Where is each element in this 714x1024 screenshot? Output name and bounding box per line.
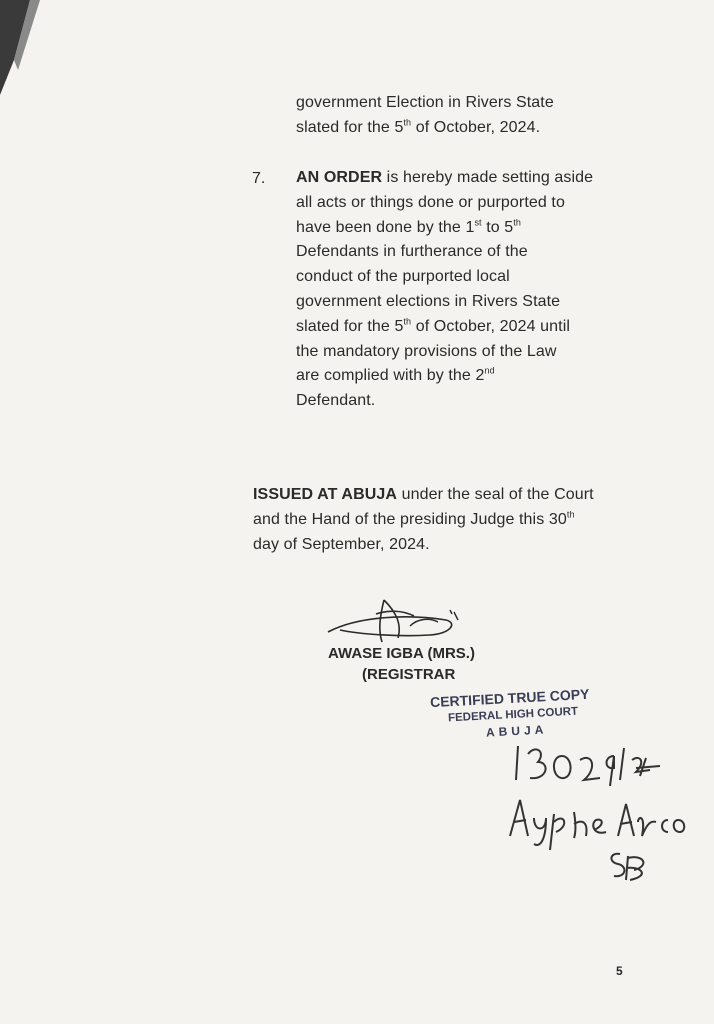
text-line: Defendant. — [296, 392, 376, 410]
handwritten-certification-icon — [500, 740, 700, 890]
page-number: 5 — [616, 964, 623, 978]
text-line: slated for the 5th of October, 2024. — [296, 117, 541, 136]
text-line: AN ORDER is hereby made setting aside — [296, 169, 594, 186]
issued-paragraph — [253, 483, 594, 557]
stamp-line: ABUJA — [485, 722, 548, 740]
text-line: have been done by the 1st to 5th — [296, 217, 522, 236]
order-paragraph — [296, 166, 593, 414]
text-line: government elections in Rivers State — [296, 292, 561, 310]
text-line: slated for the 5th of October, 2024 until — [296, 316, 571, 335]
text-line: and the Hand of the presiding Judge this 30th — [253, 509, 575, 528]
signature-block — [318, 590, 548, 690]
text-line: government Election in Rivers State — [296, 94, 554, 111]
text-line: conduct of the purported local — [296, 268, 510, 286]
page-corner-shadow — [0, 0, 40, 95]
signatory-name: AWASE IGBA (MRS.) — [328, 645, 475, 662]
stamp-line: FEDERAL HIGH COURT — [447, 705, 579, 725]
text-line: Defendants in furtherance of the — [296, 243, 528, 261]
continuation-paragraph — [296, 91, 554, 141]
text-line: day of September, 2024. — [253, 535, 430, 553]
item-number: 7. — [252, 170, 266, 187]
registrar-signature-icon — [318, 590, 478, 652]
text-line: ISSUED AT ABUJA under the seal of the Court — [253, 486, 594, 503]
text-line: are complied with by the 2nd — [296, 366, 495, 385]
text-line: the mandatory provisions of the Law — [296, 342, 557, 360]
stamp-line: CERTIFIED TRUE COPY — [429, 685, 590, 711]
text-line: all acts or things done or purported to — [296, 193, 565, 211]
signatory-title: (REGISTRAR — [362, 666, 456, 683]
